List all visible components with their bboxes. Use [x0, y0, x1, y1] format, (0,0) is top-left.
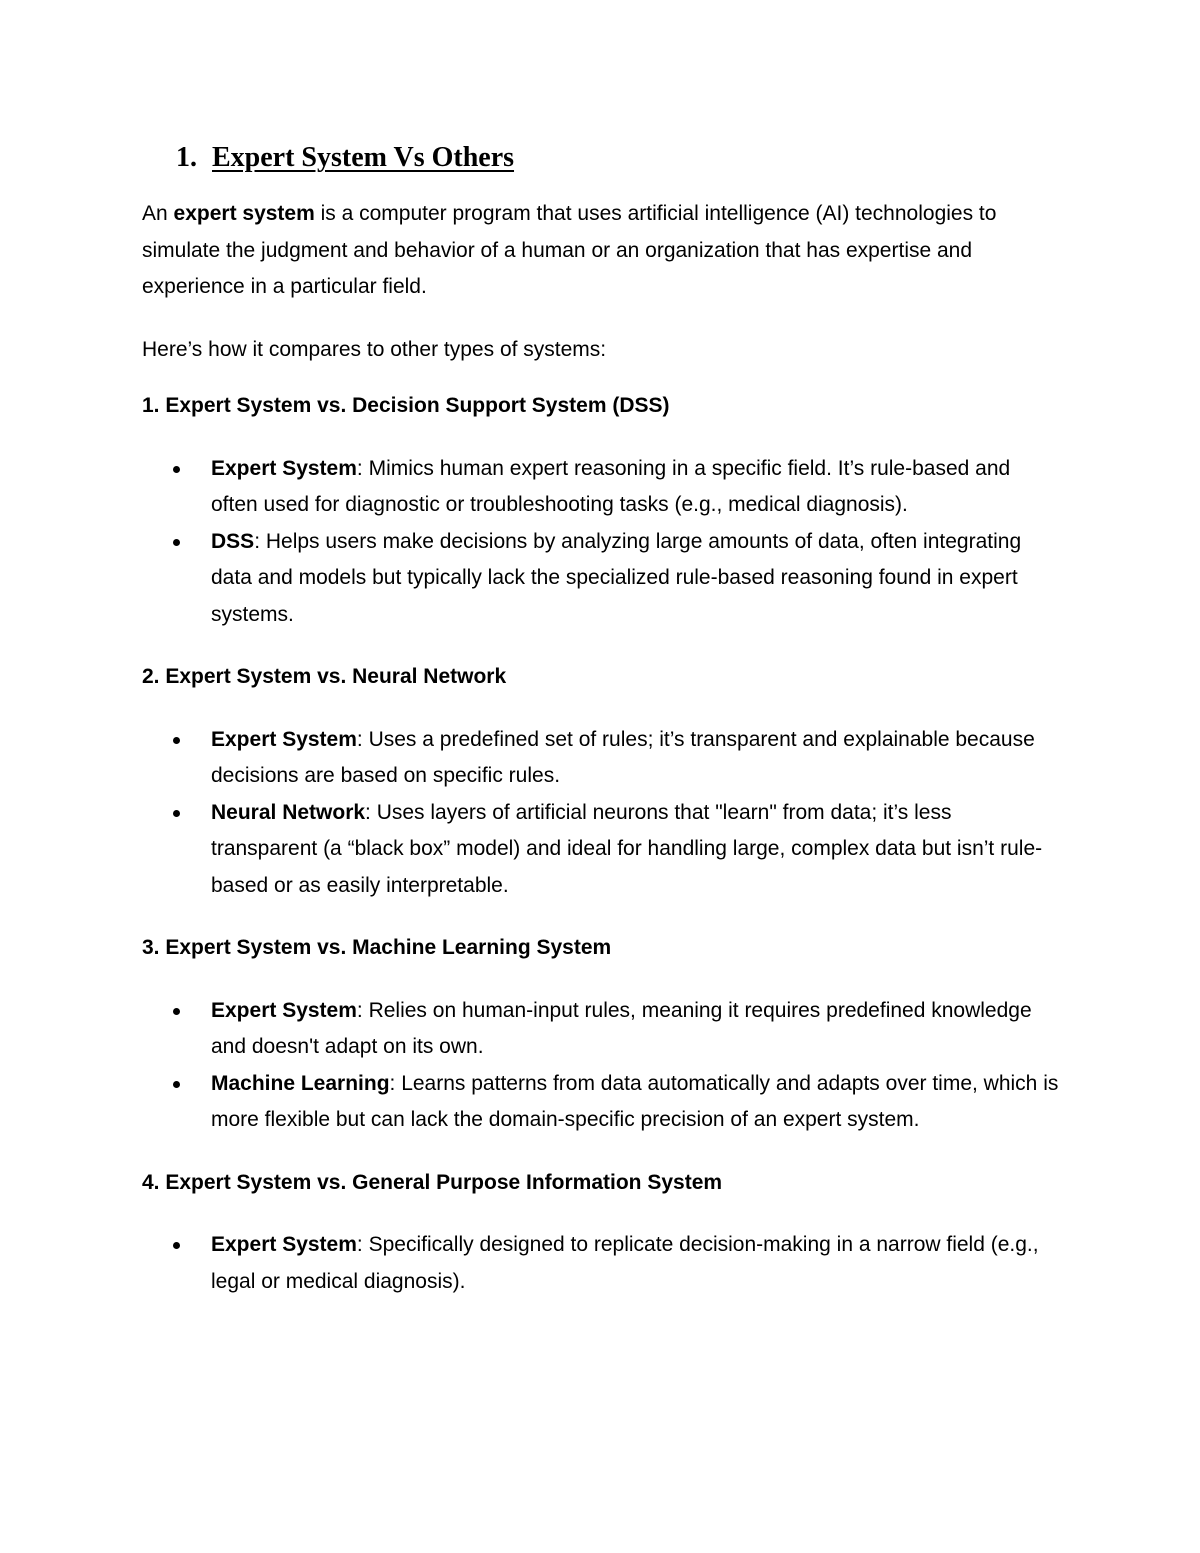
bullet-icon [173, 1242, 180, 1249]
item-text: : Uses layers of artificial neurons that "learn" from data; it’s less transparent (a “black box” model) and ideal for handling large, complex data but isn’t rule-based or as easily interpretable. [211, 800, 1043, 897]
list-item [142, 722, 1062, 795]
section-heading-neural-network: 2. Expert System vs. Neural Network [142, 665, 507, 688]
item-text: : Relies on human-input rules, meaning it requires predefined knowledge and doesn't adapt on its own. [211, 998, 1032, 1058]
bullet-icon [173, 1081, 180, 1088]
list-item [142, 524, 1062, 634]
list-item [142, 993, 1062, 1066]
intro-prefix: An [142, 202, 174, 225]
bullet-icon [173, 737, 180, 744]
item-term: Neural Network [211, 800, 366, 824]
intro-rest: is a computer program that uses artificial intelligence (AI) technologies to simulate the judgment and behavior of a human or an organization that has expertise and experience in a particular field. [142, 202, 997, 298]
document-body [142, 138, 1062, 1326]
list-item [142, 795, 1062, 905]
intro-paragraph [142, 196, 1062, 306]
section-heading-dss: 1. Expert System vs. Decision Support System (DSS) [142, 394, 670, 417]
document-title [176, 138, 1062, 178]
item-term: Expert System [211, 727, 357, 751]
item-term: Expert System [211, 456, 357, 480]
bullet-list-neural-network [142, 722, 1062, 905]
item-text: : Specifically designed to replicate decision-making in a narrow field (e.g., legal or medical diagnosis). [211, 1233, 1039, 1293]
item-text: : Uses a predefined set of rules; it’s transparent and explainable because decisions are based on specific rules. [211, 727, 1035, 787]
list-item [142, 451, 1062, 524]
bullet-list-machine-learning [142, 993, 1062, 1139]
lead-paragraph: Here’s how it compares to other types of systems: [142, 337, 607, 361]
item-text: : Mimics human expert reasoning in a specific field. It’s rule-based and often used for diagnostic or troubleshooting tasks (e.g., medical diagnosis). [211, 456, 1011, 516]
item-text: : Learns patterns from data automatically and adapts over time, which is more flexible but can lack the domain-specific precision of an expert system. [211, 1071, 1059, 1131]
title-number: 1. [176, 142, 197, 173]
item-term: Machine Learning [211, 1071, 390, 1095]
section-heading-machine-learning: 3. Expert System vs. Machine Learning System [142, 936, 612, 959]
bullet-list-dss [142, 451, 1062, 634]
bullet-icon [173, 539, 180, 546]
intro-term: expert system [173, 202, 315, 225]
bullet-icon [173, 466, 180, 473]
item-term: Expert System [211, 998, 357, 1022]
bullet-list-general-purpose [142, 1227, 1062, 1300]
list-item [142, 1066, 1062, 1139]
bullet-icon [173, 810, 180, 817]
section-heading-general-purpose: 4. Expert System vs. General Purpose Information System [142, 1170, 723, 1194]
item-term: DSS [211, 529, 255, 553]
list-item [142, 1227, 1062, 1300]
item-term: Expert System [211, 1233, 357, 1256]
title-text: Expert System Vs Others [212, 142, 515, 173]
item-text: : Helps users make decisions by analyzing large amounts of data, often integrating data and models but typically lack the specialized rule-based reasoning found in expert systems. [211, 529, 1022, 626]
bullet-icon [173, 1008, 180, 1015]
